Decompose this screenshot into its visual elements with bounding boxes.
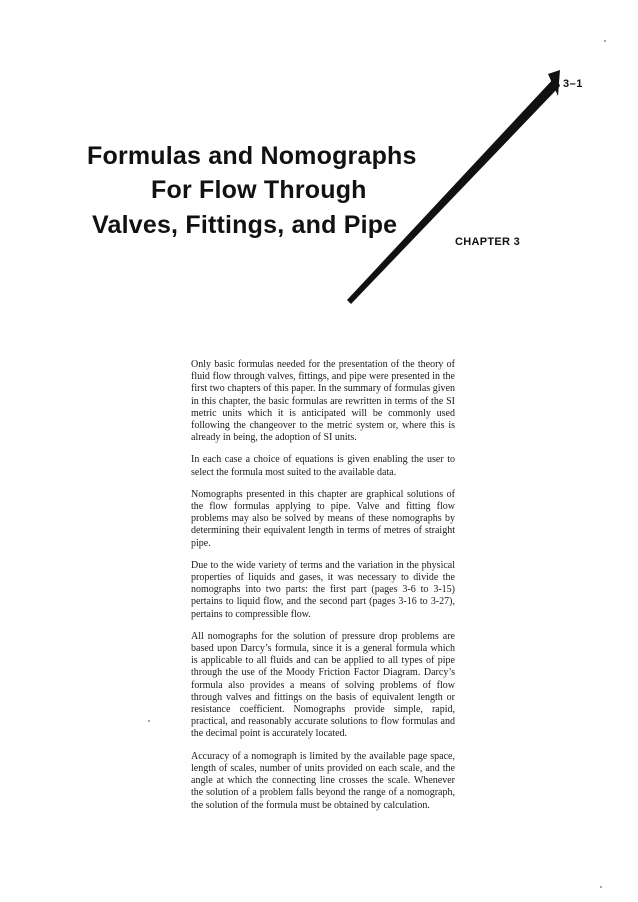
paragraph: In each case a choice of equations is given enabling the user to select the formula most suited to the available data. [191,454,455,478]
scan-speck [600,886,602,888]
body-text [191,359,455,822]
paragraph: Due to the wide variety of terms and the variation in the physical properties of liquids and gases, it was necessary to divide the nomographs into two parts: the first part (pages 3-6 to 3-15) pertains to liquid flow, and the second part (pages 3-16 to 3-27), pertains to compressible flow. [191,559,455,620]
chapter-title-line-3: Valves, Fittings, and Pipe [92,211,398,239]
paragraph: Nomographs presented in this chapter are graphical solutions of the flow formulas applying to pipe. Valve and fitting flow problems may also be solved by means of these nomographs by determining their equivalent length in terms of metres of straight pipe. [191,488,455,549]
chapter-title-line-2: For Flow Through [151,176,367,204]
page-number: 3–1 [563,78,583,90]
scan-speck [148,720,150,722]
paragraph: Only basic formulas needed for the presentation of the theory of fluid flow through valves, fittings, and pipe were presented in the first two chapters of this paper. In the summary of formulas given in this chapter, the basic formulas are rewritten in terms of the SI metric units which it is anticipated will be commonly used following the changeover to the metric system or, where this is already in being, the adoption of SI units. [191,359,455,444]
paragraph: All nomographs for the solution of pressure drop problems are based upon Darcy’s formula, since it is a general formula which is applicable to all fluids and can be applied to all types of pipe through the use of the Moody Friction Factor Diagram. Darcy’s formula also provides a means of solving problems of flow through valves and fittings on the basis of equivalent length or resistance coefficient. Nomographs provide simple, rapid, practical, and reasonably accurate solutions to flow formulas and the decimal point is accurately located. [191,630,455,740]
chapter-title-line-1: Formulas and Nomographs [87,142,417,170]
chapter-label: CHAPTER 3 [455,236,521,248]
paragraph: Accuracy of a nomograph is limited by the available page space, length of scales, number of units provided on each scale, and the angle at which the connecting line crosses the scale. Whenever the solution of a problem falls beyond the range of a nomograph, the solution of the formula must be obtained by calculation. [191,750,455,811]
scan-speck [604,40,606,42]
